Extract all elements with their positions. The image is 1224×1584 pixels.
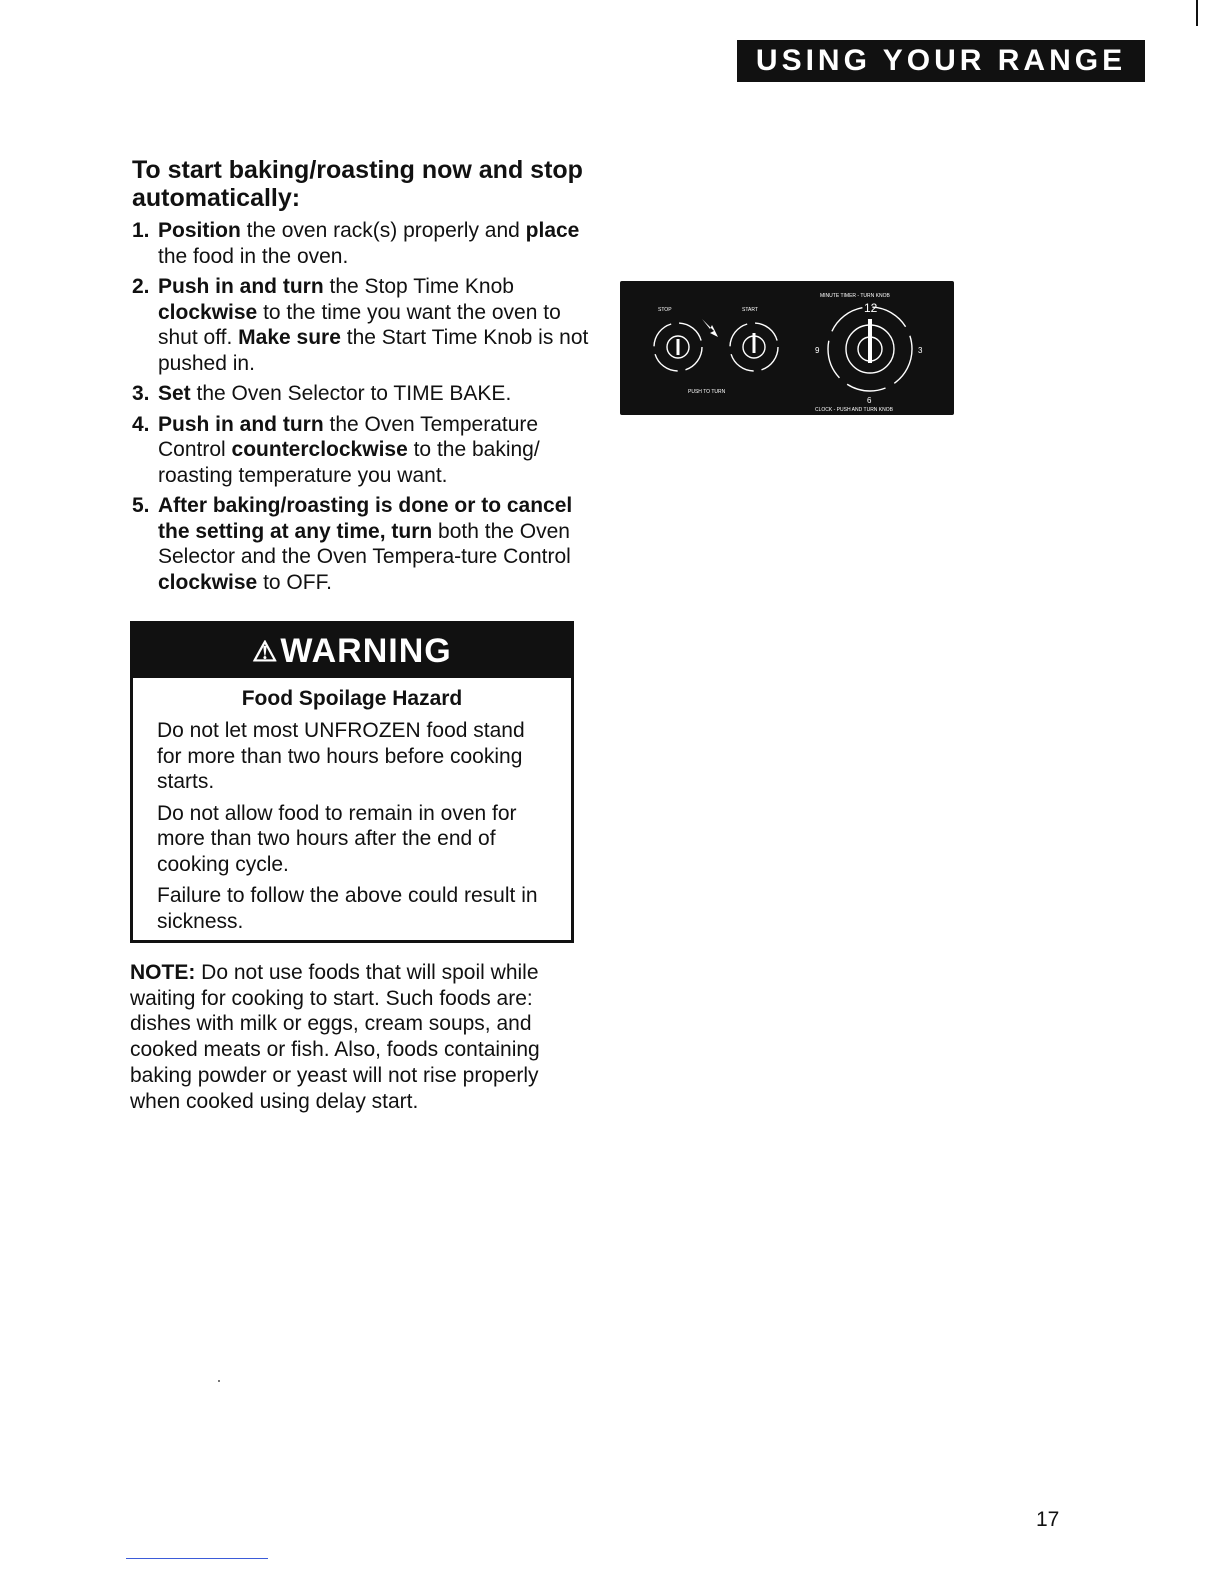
- warning-paragraph: Do not allow food to remain in oven for more than two hours after the end of cooking cycle.: [157, 801, 517, 876]
- step-text: the Stop Time Knob: [323, 275, 514, 298]
- page-number: 17: [1036, 1508, 1060, 1531]
- minute-timer-label: MINUTE TIMER - TURN KNOB: [820, 293, 890, 299]
- section-header: [737, 40, 1145, 82]
- step-number: 4.: [132, 412, 150, 436]
- warning-triangle-icon: ⚠: [252, 635, 279, 667]
- step-emphasis: clockwise: [158, 300, 258, 324]
- step-emphasis: clockwise: [158, 570, 258, 594]
- warning-paragraph: Failure to follow the above could result in sickness.: [157, 884, 538, 933]
- push-to-turn-label: PUSH TO TURN: [688, 389, 726, 395]
- step-item: [132, 381, 602, 407]
- clock-three: 3: [918, 346, 923, 355]
- hazard-title: Food Spoilage Hazard: [241, 687, 463, 710]
- step-emphasis: Make sure: [238, 326, 341, 349]
- section-title: USING YOUR RANGE: [755, 44, 1127, 77]
- step-emphasis: place: [525, 219, 580, 242]
- step-text: the Start Time Knob is not pushed in.: [158, 326, 589, 375]
- step-number: 2.: [132, 275, 150, 298]
- page-heading: To start baking/roasting now and stop automatically:: [132, 156, 583, 212]
- note-paragraph: [130, 960, 580, 1114]
- step-text: to OFF.: [257, 570, 332, 594]
- warning-title-bar: [133, 624, 571, 678]
- control-panel-illustration: [620, 281, 954, 415]
- step-number: 1.: [132, 219, 150, 242]
- clock-nine: 9: [815, 346, 820, 355]
- clock-twelve: 12: [864, 301, 878, 315]
- stop-label: STOP: [658, 307, 672, 313]
- step-emphasis: Position: [158, 219, 241, 242]
- step-emphasis: counterclockwise: [231, 438, 408, 461]
- step-emphasis: Push in and turn: [158, 412, 324, 436]
- warning-paragraph: Do not let most UNFROZEN food stand for more than two hours before cooking starts.: [157, 719, 525, 793]
- step-number: 3.: [132, 382, 150, 405]
- step-text: to the baking/ roasting temperature you want.: [158, 438, 540, 487]
- step-item: [132, 412, 602, 489]
- step-item: [132, 274, 602, 376]
- step-emphasis: Push in and turn: [158, 275, 324, 298]
- step-number: 5.: [132, 494, 150, 517]
- note-text: Do not use foods that will spoil while waiting for cooking to start. Such foods are: dishes with milk or eggs, cream soups, and cooked meats or fish. Also, foods containing baking powder or yeast will not rise properly when cooked using delay start.: [130, 961, 540, 1113]
- step-text: the food in the oven.: [158, 244, 349, 268]
- clock-label: CLOCK - PUSH AND TURN KNOB: [815, 407, 893, 413]
- warning-box: [130, 621, 574, 943]
- step-emphasis: After baking/roasting is done or to cancel the setting at any time, turn: [158, 494, 573, 543]
- step-emphasis: Set: [158, 382, 191, 405]
- step-item: [132, 218, 602, 269]
- step-text: both the Oven Selector and the Oven Tempera-ture Control: [158, 519, 571, 568]
- step-text: to the time you want the oven to shut off.: [158, 300, 561, 349]
- step-text: the oven rack(s) properly and: [240, 219, 526, 242]
- edge-mark: [1196, 0, 1198, 26]
- step-item: [132, 493, 602, 595]
- start-label: START: [742, 307, 758, 313]
- underline-mark: [126, 1558, 268, 1559]
- scan-speck: [218, 1380, 220, 1382]
- steps-list: [132, 218, 602, 600]
- note-label: NOTE:: [130, 961, 196, 984]
- warning-title: WARNING: [280, 631, 452, 670]
- clock-six: 6: [867, 396, 872, 405]
- step-text: the Oven Temperature Control: [158, 412, 539, 461]
- step-text: the Oven Selector to TIME BAKE.: [190, 382, 512, 405]
